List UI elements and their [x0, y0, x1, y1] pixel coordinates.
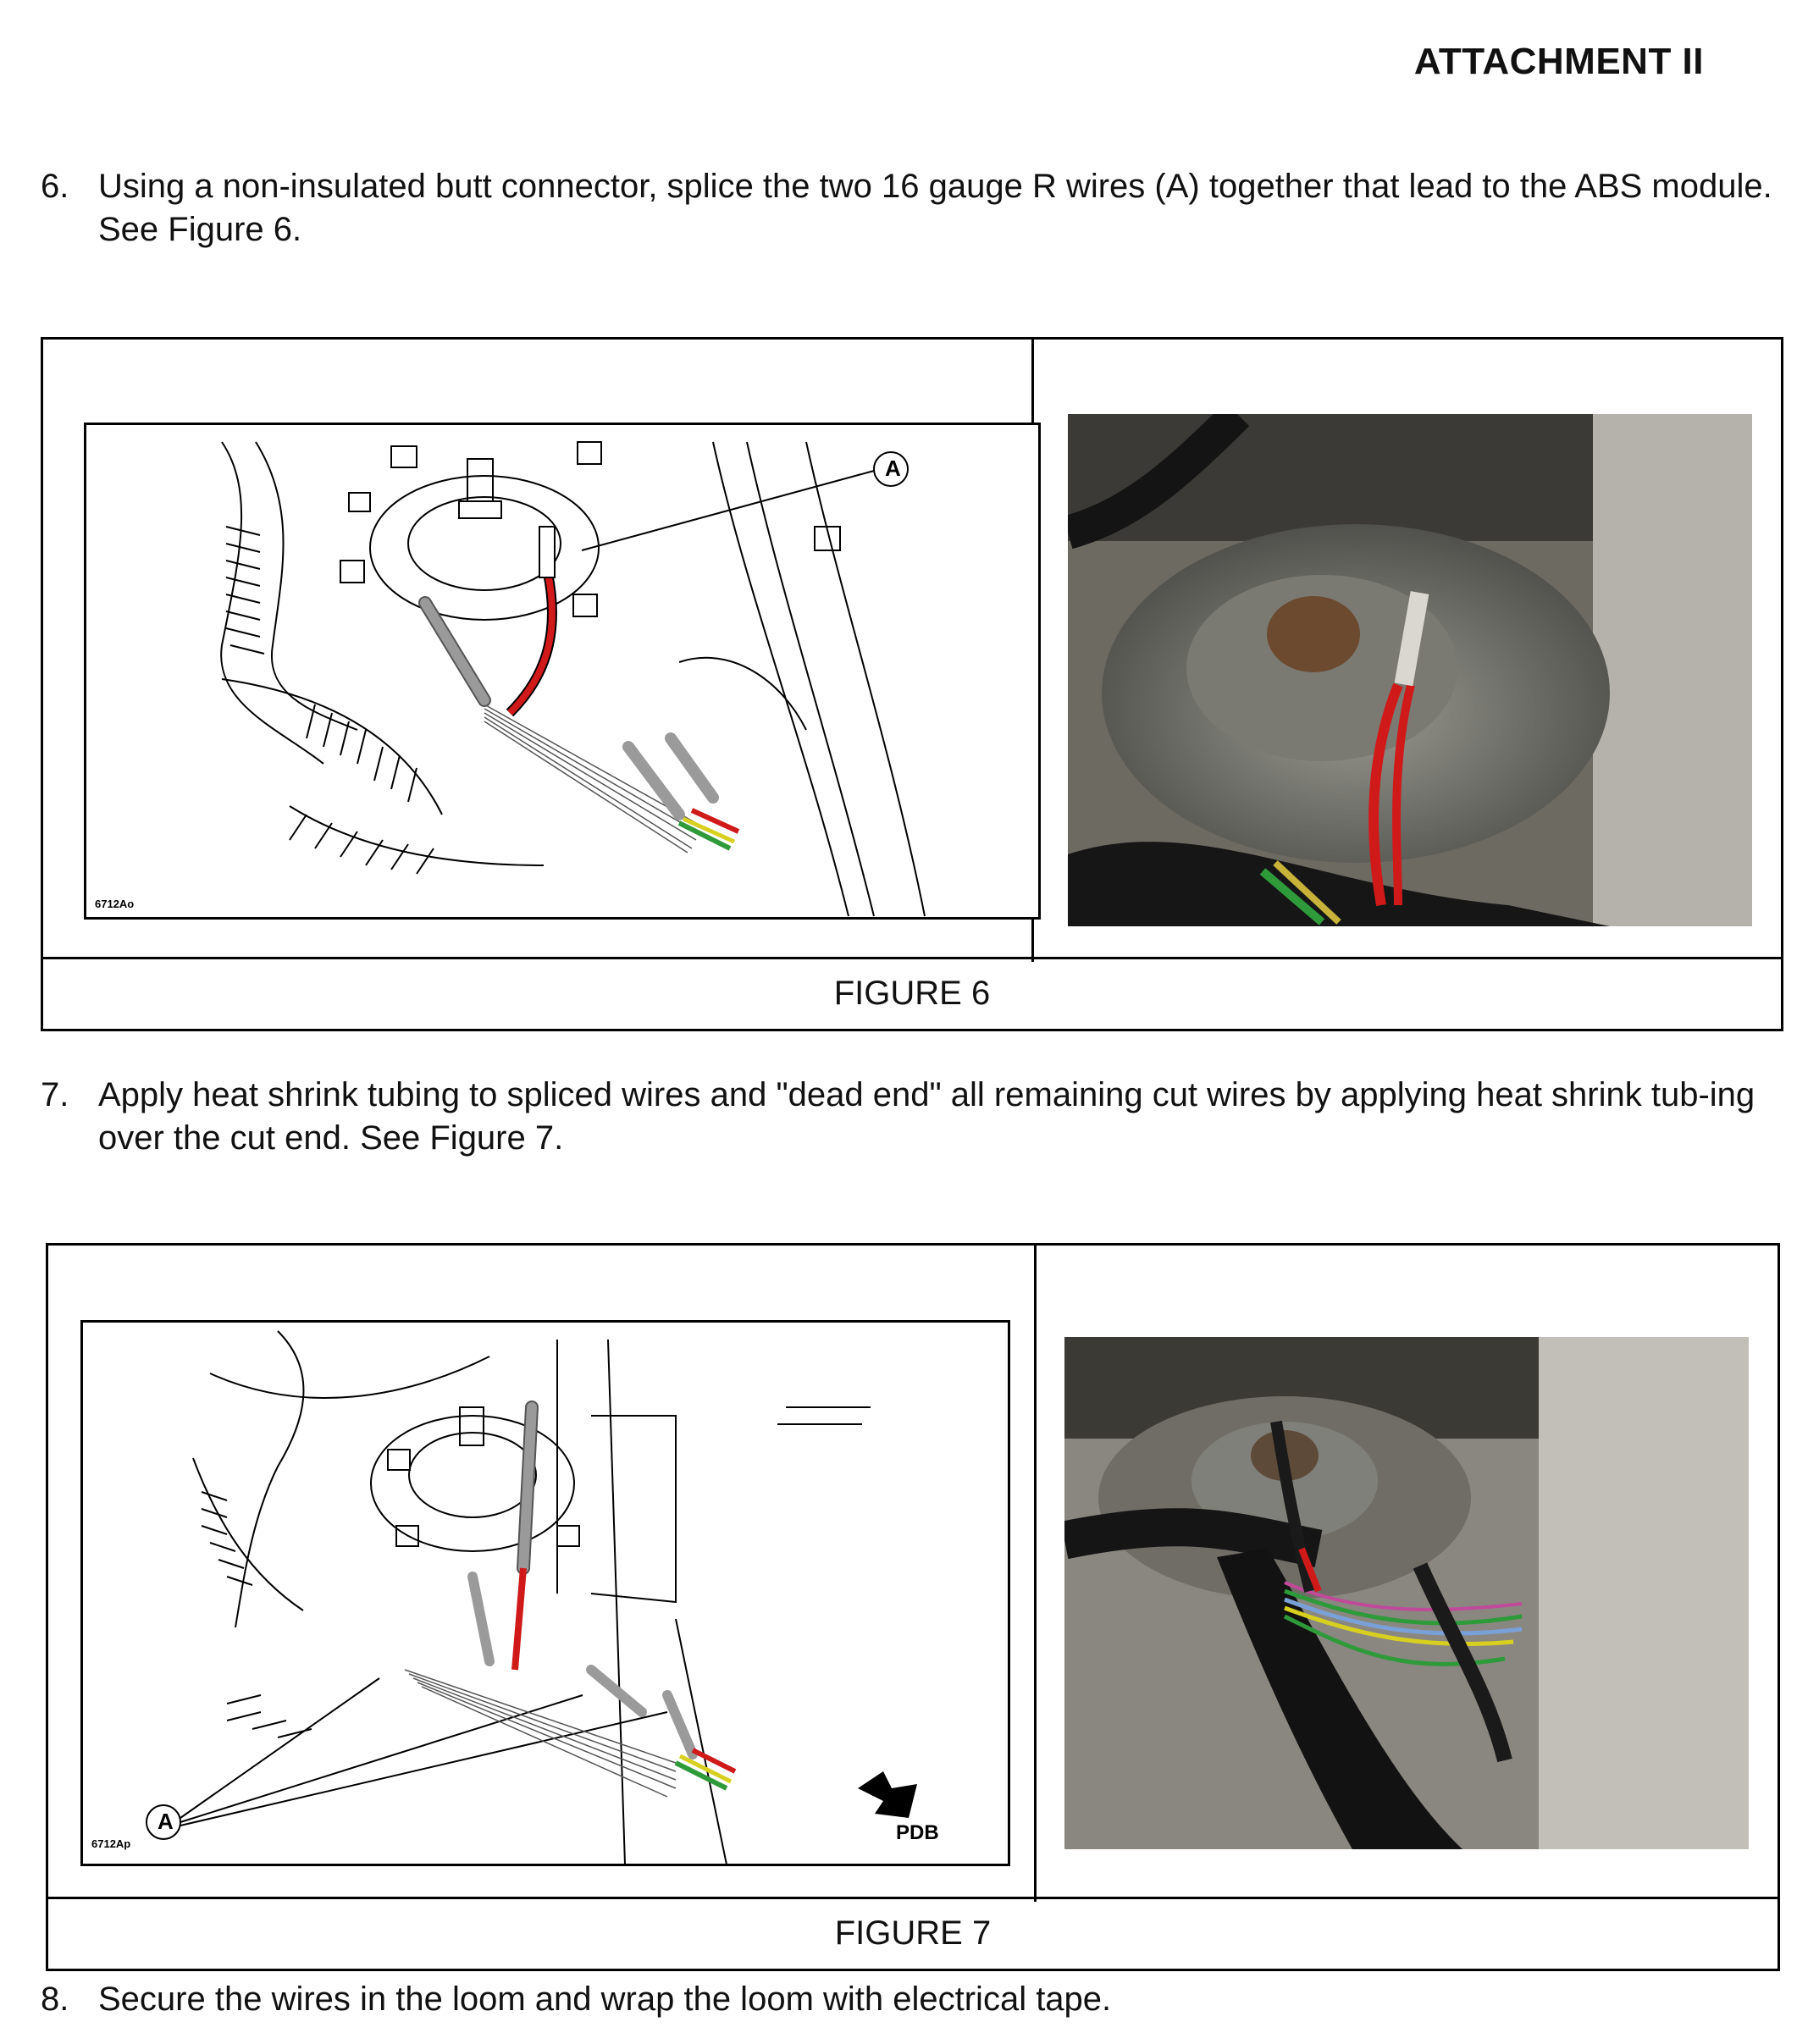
drawing-code: 6712Ap — [91, 1837, 131, 1850]
step-number: 7. — [41, 1076, 69, 1113]
figure-6-box — [41, 337, 1783, 1031]
step-text: Secure the wires in the loom and wrap the loom with electrical tape. — [98, 1980, 1112, 2018]
pdb-label: PDB — [896, 1821, 939, 1844]
callout-a-label: A — [158, 1809, 174, 1834]
figure-7-caption: FIGURE 7 — [48, 1897, 1778, 1969]
step-7 — [41, 1074, 1777, 1160]
step-8 — [41, 1978, 1777, 2021]
figure-6-line-drawing — [84, 423, 1041, 920]
callout-a-label: A — [885, 456, 901, 481]
step-number: 8. — [41, 1980, 69, 2018]
figure-7-line-drawing — [80, 1320, 1010, 1866]
figure-7-box — [46, 1243, 1780, 1971]
attachment-title: ATTACHMENT II — [1413, 41, 1704, 82]
drawing-code: 6712Ao — [95, 898, 135, 910]
figure-divider — [1034, 1246, 1037, 1902]
step-text: Using a non-insulated butt connector, splice the two 16 gauge R wires (A) together that lead to the ABS module. See Figure 6. — [98, 168, 1772, 248]
step-text: Apply heat shrink tubing to spliced wires and "dead end" all remaining cut wires by applying heat shrink tub-ing over the cut end. See Figure 7. — [98, 1076, 1755, 1157]
step-number: 6. — [41, 168, 69, 205]
step-6 — [41, 165, 1777, 251]
figure-6-photo — [1068, 414, 1752, 926]
figure-6-caption: FIGURE 6 — [43, 957, 1781, 1029]
figure-7-photo — [1064, 1337, 1749, 1849]
